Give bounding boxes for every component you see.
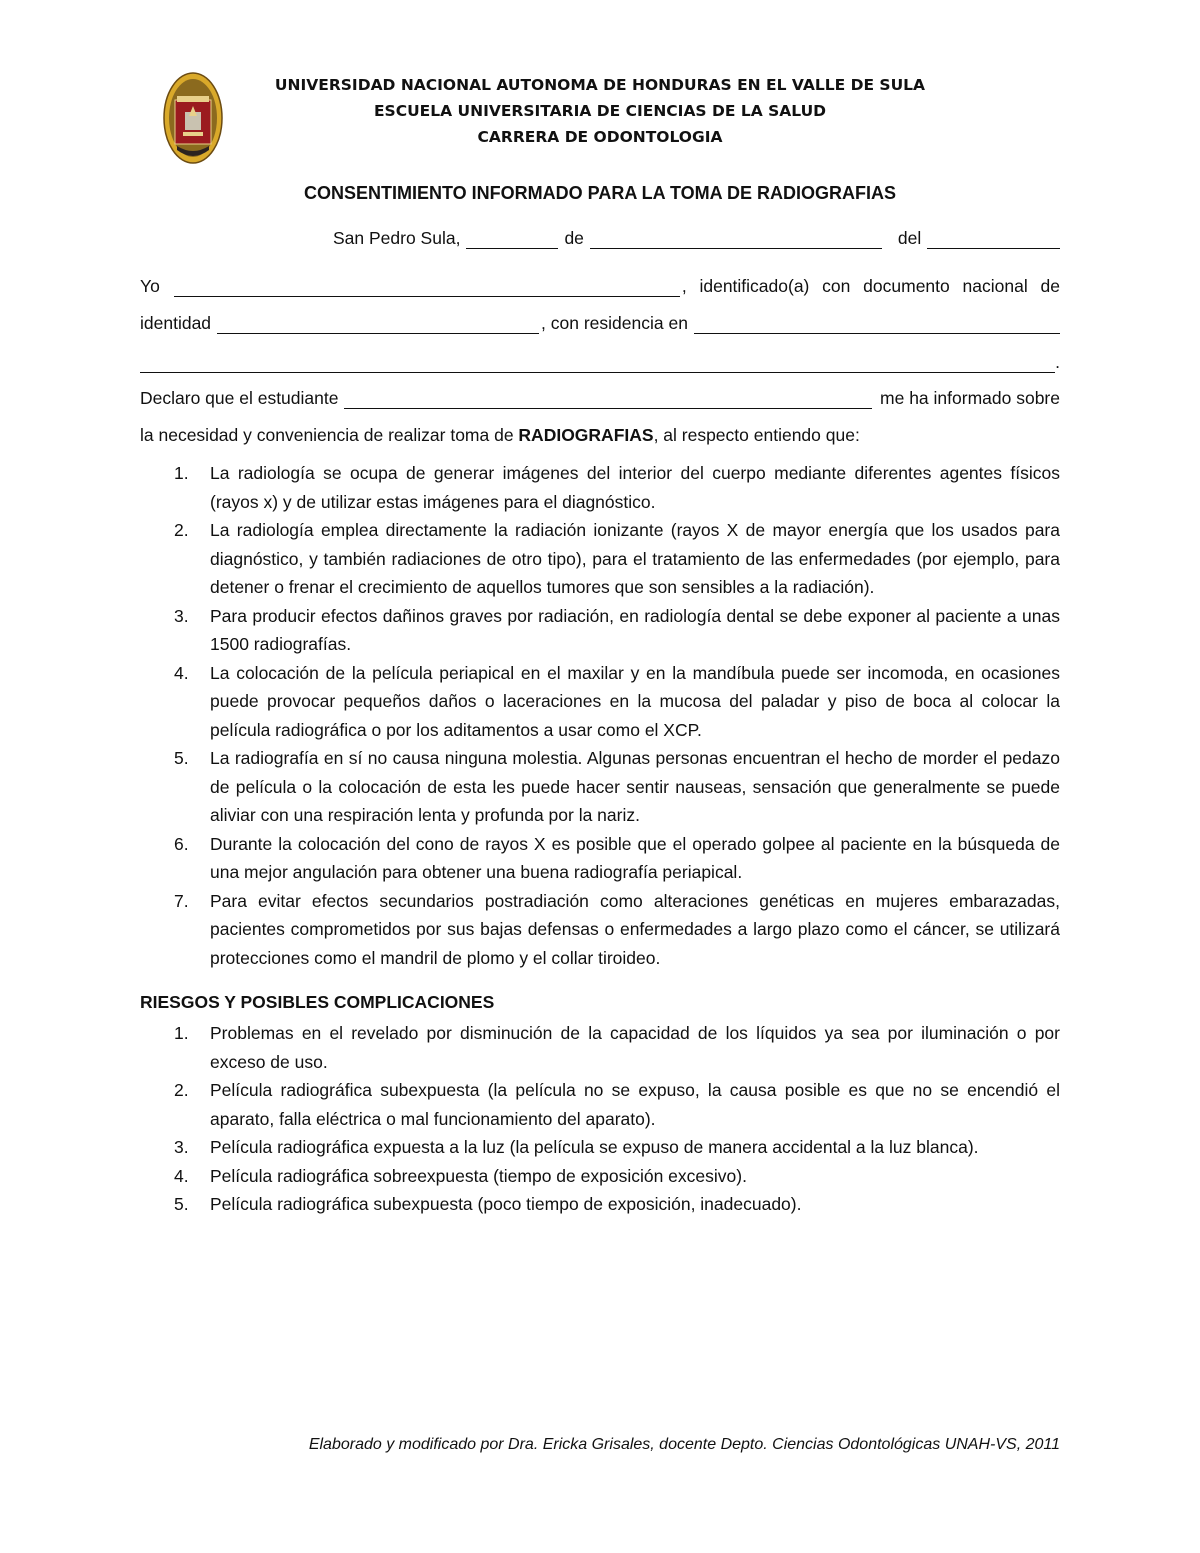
list-item — [140, 744, 1060, 830]
header-school: ESCUELA UNIVERSITARIA DE CIENCIAS DE LA SALUD — [373, 102, 827, 120]
risks-list — [140, 1019, 1060, 1219]
risk-item — [140, 1133, 1060, 1162]
risk-item-text: Película radiográfica subexpuesta (poco tiempo de exposición, inadecuado). — [210, 1194, 802, 1214]
list-item — [140, 602, 1060, 659]
list-item-number: 3. — [174, 605, 189, 626]
name-blank[interactable] — [174, 278, 680, 297]
risk-item-number: 5. — [174, 1194, 189, 1214]
identidad-label: identidad — [140, 313, 212, 333]
residence-blank-2[interactable] — [140, 354, 1055, 373]
yo-label: Yo — [140, 276, 160, 296]
identified-text: , identificado(a) con documento nacional de — [681, 276, 1060, 296]
list-item-text: Durante la colocación del cono de rayos X es posible que el operado golpee al paciente en la búsqueda de una mejor angulación para obtener una buena radiografía periapical. — [210, 833, 1060, 882]
list-item-number: 4. — [174, 662, 189, 683]
risk-item — [140, 1076, 1060, 1133]
identity-line-2 — [140, 313, 1060, 334]
document-title: CONSENTIMIENTO INFORMADO PARA LA TOMA DE RADIOGRAFIAS — [304, 183, 896, 203]
footer-credit: Elaborado y modificado por Dra. Ericka Grisales, docente Depto. Ciencias Odontológicas UNAH-VS, 2011 — [308, 1436, 1060, 1453]
list-item-number: 7. — [174, 890, 189, 911]
line-period: . — [1055, 352, 1060, 372]
list-item-number: 6. — [174, 833, 189, 854]
list-item — [140, 887, 1060, 973]
list-item-text: La radiografía en sí no causa ninguna molestia. Algunas personas encuentran el hecho de morder el pedazo de película o la colocación de esta les puede hacer sentir nauseas, sensación que generalmente se puede aliviar con una respiración lenta y profunda por la nariz. — [210, 748, 1060, 825]
risk-item — [140, 1190, 1060, 1219]
list-item-text: Para evitar efectos secundarios postradiación como alteraciones genéticas en mujeres embarazadas, pacientes comprometidos por sus bajas defensas o enfermedades a largo plazo como el cáncer, se utilizará protecciones como el mandril de plomo y el collar tiroideo. — [210, 890, 1060, 968]
risk-item — [140, 1019, 1060, 1076]
list-item-number: 2. — [174, 520, 189, 540]
date-de: de — [564, 228, 584, 248]
risk-item-text: Película radiográfica subexpuesta (la película no se expuso, la causa posible es que no se encendió el aparato, falla eléctrica o mal funcionamiento del aparato). — [210, 1080, 1060, 1129]
residence-label: , con residencia en — [541, 313, 688, 333]
identity-line-3 — [140, 352, 1060, 373]
declaration-line2-pre: la necesidad y conveniencia de realizar toma de — [140, 425, 519, 445]
declaration-suffix: me ha informado sobre — [880, 388, 1060, 408]
risk-item-text: Problemas en el revelado por disminución de la capacidad de los líquidos ya sea por iluminación o por exceso de uso. — [210, 1023, 1060, 1072]
risk-item-number: 2. — [174, 1080, 189, 1100]
risk-item-text: Película radiográfica sobreexpuesta (tiempo de exposición excesivo). — [210, 1165, 747, 1186]
list-item — [140, 459, 1060, 516]
residence-blank[interactable] — [694, 315, 1060, 334]
risk-item-number: 1. — [174, 1023, 189, 1043]
list-item-number: 5. — [174, 748, 189, 768]
declaration-line-1 — [140, 388, 1060, 409]
information-list — [140, 459, 1060, 972]
list-item-text: La colocación de la película periapical en el maxilar y en la mandíbula puede ser incomoda, en ocasiones puede provocar pequeños daños o laceraciones en la mucosa del paladar y piso de boca al colocar la película radiográfica o por los aditamentos a usar como el XCP. — [210, 662, 1060, 740]
declaration-bold: RADIOGRAFIAS — [518, 425, 654, 445]
list-item — [140, 516, 1060, 602]
day-blank[interactable] — [466, 230, 558, 249]
header-university: UNIVERSIDAD NACIONAL AUTONOMA DE HONDURAS EN EL VALLE DE SULA — [274, 76, 926, 94]
date-city: San Pedro Sula, — [333, 228, 461, 248]
list-item-number: 1. — [174, 463, 189, 483]
declaration-line-2 — [140, 425, 1060, 446]
month-blank[interactable] — [590, 230, 882, 249]
date-line — [333, 228, 1060, 249]
list-item-text: La radiología se ocupa de generar imágenes del interior del cuerpo mediante diferentes agentes físicos (rayos x) y de utilizar estas imágenes para el diagnóstico. — [210, 463, 1060, 512]
risks-heading: RIESGOS Y POSIBLES COMPLICACIONES — [140, 992, 495, 1012]
list-item — [140, 659, 1060, 745]
year-blank[interactable] — [927, 230, 1060, 249]
date-del: del — [897, 228, 922, 248]
institution-header — [140, 72, 1060, 150]
list-item — [140, 830, 1060, 887]
risk-item — [140, 1162, 1060, 1191]
declaration-line2-post: , al respecto entiendo que: — [653, 425, 860, 445]
risk-item-number: 4. — [174, 1165, 189, 1186]
identity-line-1 — [140, 276, 1060, 297]
id-number-blank[interactable] — [217, 315, 539, 334]
risk-item-number: 3. — [174, 1137, 189, 1157]
student-blank[interactable] — [344, 390, 872, 409]
list-item-text: Para producir efectos dañinos graves por radiación, en radiología dental se debe exponer al paciente a unas 1500 radiografías. — [210, 605, 1060, 654]
header-career: CARRERA DE ODONTOLOGIA — [477, 128, 723, 146]
declaration-prefix: Declaro que el estudiante — [140, 388, 339, 408]
list-item-text: La radiología emplea directamente la radiación ionizante (rayos X de mayor energía que los usados para diagnóstico, y también radiaciones de otro tipo), para el tratamiento de las enfermedades (por ejemplo, para detener o frenar el crecimiento de aquellos tumores que son sensibles a la radiación). — [210, 520, 1060, 597]
risk-item-text: Película radiográfica expuesta a la luz (la película se expuso de manera accidental a la luz blanca). — [210, 1137, 979, 1157]
